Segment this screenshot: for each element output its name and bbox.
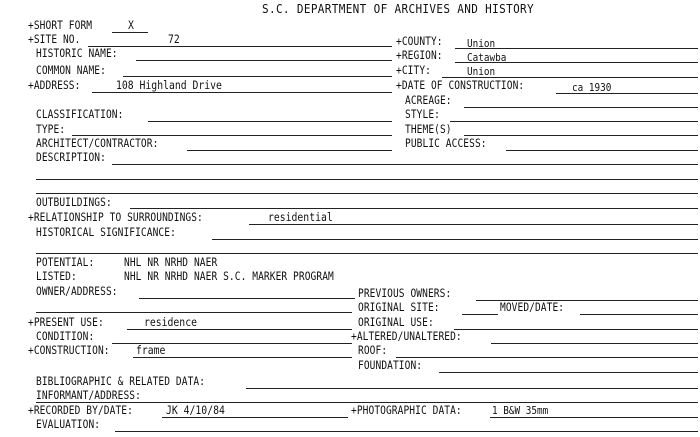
relationship-label: +RELATIONSHIP TO SURROUNDINGS:: [28, 210, 203, 224]
recorded-label: +RECORDED BY/DATE:: [28, 403, 133, 417]
foundation-line: [439, 372, 698, 373]
site-no-value[interactable]: 72: [168, 32, 180, 46]
short-form-value[interactable]: X: [128, 18, 134, 32]
listed-label: LISTED:: [36, 269, 77, 283]
city-value[interactable]: Union: [467, 65, 496, 78]
classification-label: CLASSIFICATION:: [36, 107, 124, 121]
altered-label: +ALTERED/UNALTERED:: [351, 329, 462, 343]
site-no-line: [88, 46, 392, 47]
address-line: [92, 92, 392, 93]
region-label: +REGION:: [396, 48, 443, 62]
construction-line: [133, 357, 352, 358]
original-site-line: [462, 314, 498, 315]
address-label: +ADDRESS:: [28, 78, 81, 92]
present-use-line: [127, 329, 352, 330]
classification-line: [148, 121, 392, 122]
date-construction-label: +DATE OF CONSTRUCTION:: [396, 78, 525, 92]
construction-label: +CONSTRUCTION:: [28, 343, 110, 357]
description-label: DESCRIPTION:: [36, 150, 106, 164]
description-line-2: [36, 179, 698, 180]
acreage-label: ACREAGE:: [405, 93, 452, 107]
style-label: STYLE:: [405, 107, 440, 121]
architect-label: ARCHITECT/CONTRACTOR:: [36, 136, 159, 150]
potential-options: NHL NR NRHD NAER: [124, 255, 218, 269]
significance-line-1: [212, 239, 698, 240]
historic-name-line: [136, 60, 392, 61]
description-line-1: [112, 164, 698, 165]
recorded-line: [162, 417, 348, 418]
condition-label: CONDITION:: [36, 329, 95, 343]
historic-name-label: HISTORIC NAME:: [36, 46, 118, 60]
roof-line: [396, 357, 698, 358]
altered-line: [491, 343, 698, 344]
original-use-line: [454, 329, 698, 330]
date-construction-value[interactable]: ca 1930: [572, 81, 612, 94]
public-access-label: PUBLIC ACCESS:: [405, 136, 487, 150]
themes-line: [464, 135, 698, 136]
outbuildings-label: OUTBUILDINGS:: [36, 195, 112, 209]
previous-owners-label: PREVIOUS OWNERS:: [358, 286, 452, 300]
type-label: TYPE:: [36, 122, 66, 136]
acreage-line: [464, 107, 698, 108]
county-value[interactable]: Union: [467, 37, 496, 50]
common-name-label: COMMON NAME:: [36, 63, 106, 77]
short-form-label: +SHORT FORM: [28, 18, 93, 32]
listed-options: NHL NR NRHD NAER S.C. MARKER PROGRAM: [124, 269, 334, 283]
potential-label: POTENTIAL:: [36, 255, 95, 269]
relationship-value[interactable]: residential: [268, 210, 333, 224]
photographic-value[interactable]: 1 B&W 35mm: [492, 404, 549, 417]
city-label: +CITY:: [396, 63, 431, 77]
public-access-line: [506, 150, 698, 151]
relationship-line: [249, 224, 698, 225]
moved-date-line: [580, 314, 698, 315]
moved-date-label: MOVED/DATE:: [500, 300, 565, 314]
roof-label: ROOF:: [358, 343, 388, 357]
common-name-line: [123, 76, 392, 77]
evaluation-line: [115, 431, 698, 432]
photographic-line: [490, 417, 698, 418]
photographic-label: +PHOTOGRAPHIC DATA:: [351, 403, 462, 417]
present-use-value[interactable]: residence: [144, 315, 197, 329]
informant-label: INFORMANT/ADDRESS:: [36, 388, 141, 402]
bibliographic-line: [246, 388, 698, 389]
bibliographic-label: BIBLIOGRAPHIC & RELATED DATA:: [36, 374, 206, 388]
evaluation-label: EVALUATION:: [36, 417, 101, 431]
significance-line-2: [36, 253, 698, 254]
short-form-line: [112, 32, 148, 33]
county-label: +COUNTY:: [396, 34, 443, 48]
original-site-label: ORIGINAL SITE:: [358, 300, 440, 314]
construction-value[interactable]: frame: [136, 343, 166, 357]
present-use-label: +PRESENT USE:: [28, 315, 104, 329]
region-value[interactable]: Catawba: [467, 51, 507, 64]
owner-line: [139, 298, 355, 299]
owner-line-2: [36, 312, 352, 313]
address-value[interactable]: 108 Highland Drive: [116, 78, 222, 92]
description-line-3: [36, 193, 698, 194]
significance-label: HISTORICAL SIGNIFICANCE:: [36, 225, 176, 239]
outbuildings-line: [130, 208, 698, 209]
foundation-label: FOUNDATION:: [358, 358, 423, 372]
style-line: [450, 121, 698, 122]
recorded-value[interactable]: JK 4/10/84: [166, 403, 225, 417]
owner-label: OWNER/ADDRESS:: [36, 284, 118, 298]
original-use-label: ORIGINAL USE:: [358, 315, 434, 329]
site-no-label: +SITE NO.: [28, 32, 81, 46]
form-title: S.C. DEPARTMENT OF ARCHIVES AND HISTORY: [262, 1, 535, 16]
themes-label: THEME(S): [405, 122, 452, 136]
architect-line: [187, 150, 392, 151]
